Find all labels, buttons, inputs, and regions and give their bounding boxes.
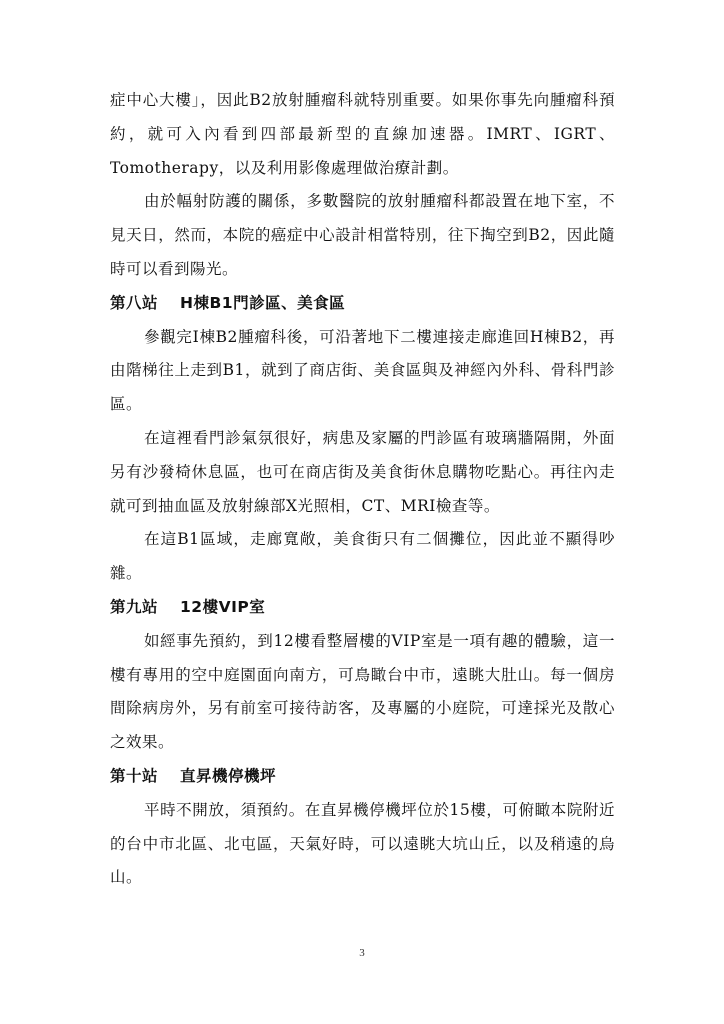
station-title: 直昇機停機坪 <box>180 766 277 785</box>
section-heading-station-8 <box>110 287 615 321</box>
section-heading-station-9 <box>110 591 615 625</box>
station-10-paragraph-1: 平時不開放，須預約。在直昇機停機坪位於15樓，可俯瞰本院附近的台中市北區、北屯區，天氣好時，可以遠眺大坑山丘，以及稍遠的烏山。 <box>110 800 615 887</box>
station-title: H棟B1門診區、美食區 <box>180 293 346 312</box>
page-number: 3 <box>359 947 365 959</box>
section-heading-station-10 <box>110 760 615 794</box>
station-label: 第十站 <box>110 766 159 785</box>
station-9-paragraph-1: 如經事先預約，到12樓看整層樓的VIP室是一項有趣的體驗，這一樓有專用的空中庭園面向南方，可鳥瞰台中市，遠眺大肚山。每一個房間除病房外，另有前室可接待訪客，及專屬的小庭院，可達採光及散心之效果。 <box>110 631 615 752</box>
station-8-paragraph-1: 參觀完I棟B2腫瘤科後，可沿著地下二樓連接走廊進回H棟B2，再由階梯往上走到B1，就到了商店街、美食區與及神經內外科、骨科門診區。 <box>110 327 615 414</box>
page-content <box>110 84 615 895</box>
station-8-paragraph-3: 在這B1區域，走廊寬敞，美食街只有二個攤位，因此並不顯得吵雜。 <box>110 530 615 583</box>
station-8-paragraph-2: 在這裡看門診氣氛很好，病患及家屬的門診區有玻璃牆隔開，外面另有沙發椅休息區，也可在商店街及美食街休息購物吃點心。再往內走就可到抽血區及放射線部X光照相，CT、MRI檢查等。 <box>110 428 615 515</box>
station-label: 第九站 <box>110 597 159 616</box>
intro-paragraph-1: 症中心大樓」，因此B2放射腫瘤科就特別重要。如果你事先向腫瘤科預約，就可入內看到四部最新型的直線加速器。IMRT、IGRT、Tomotherapy，以及利用影像處理做治療計劃。 <box>110 91 615 177</box>
station-label: 第八站 <box>110 293 159 312</box>
station-title: 12樓VIP室 <box>180 597 266 616</box>
intro-paragraph-2: 由於幅射防護的關係，多數醫院的放射腫瘤科都設置在地下室，不見天日，然而，本院的癌症中心設計相當特別，往下掏空到B2，因此隨時可以看到陽光。 <box>110 192 615 278</box>
